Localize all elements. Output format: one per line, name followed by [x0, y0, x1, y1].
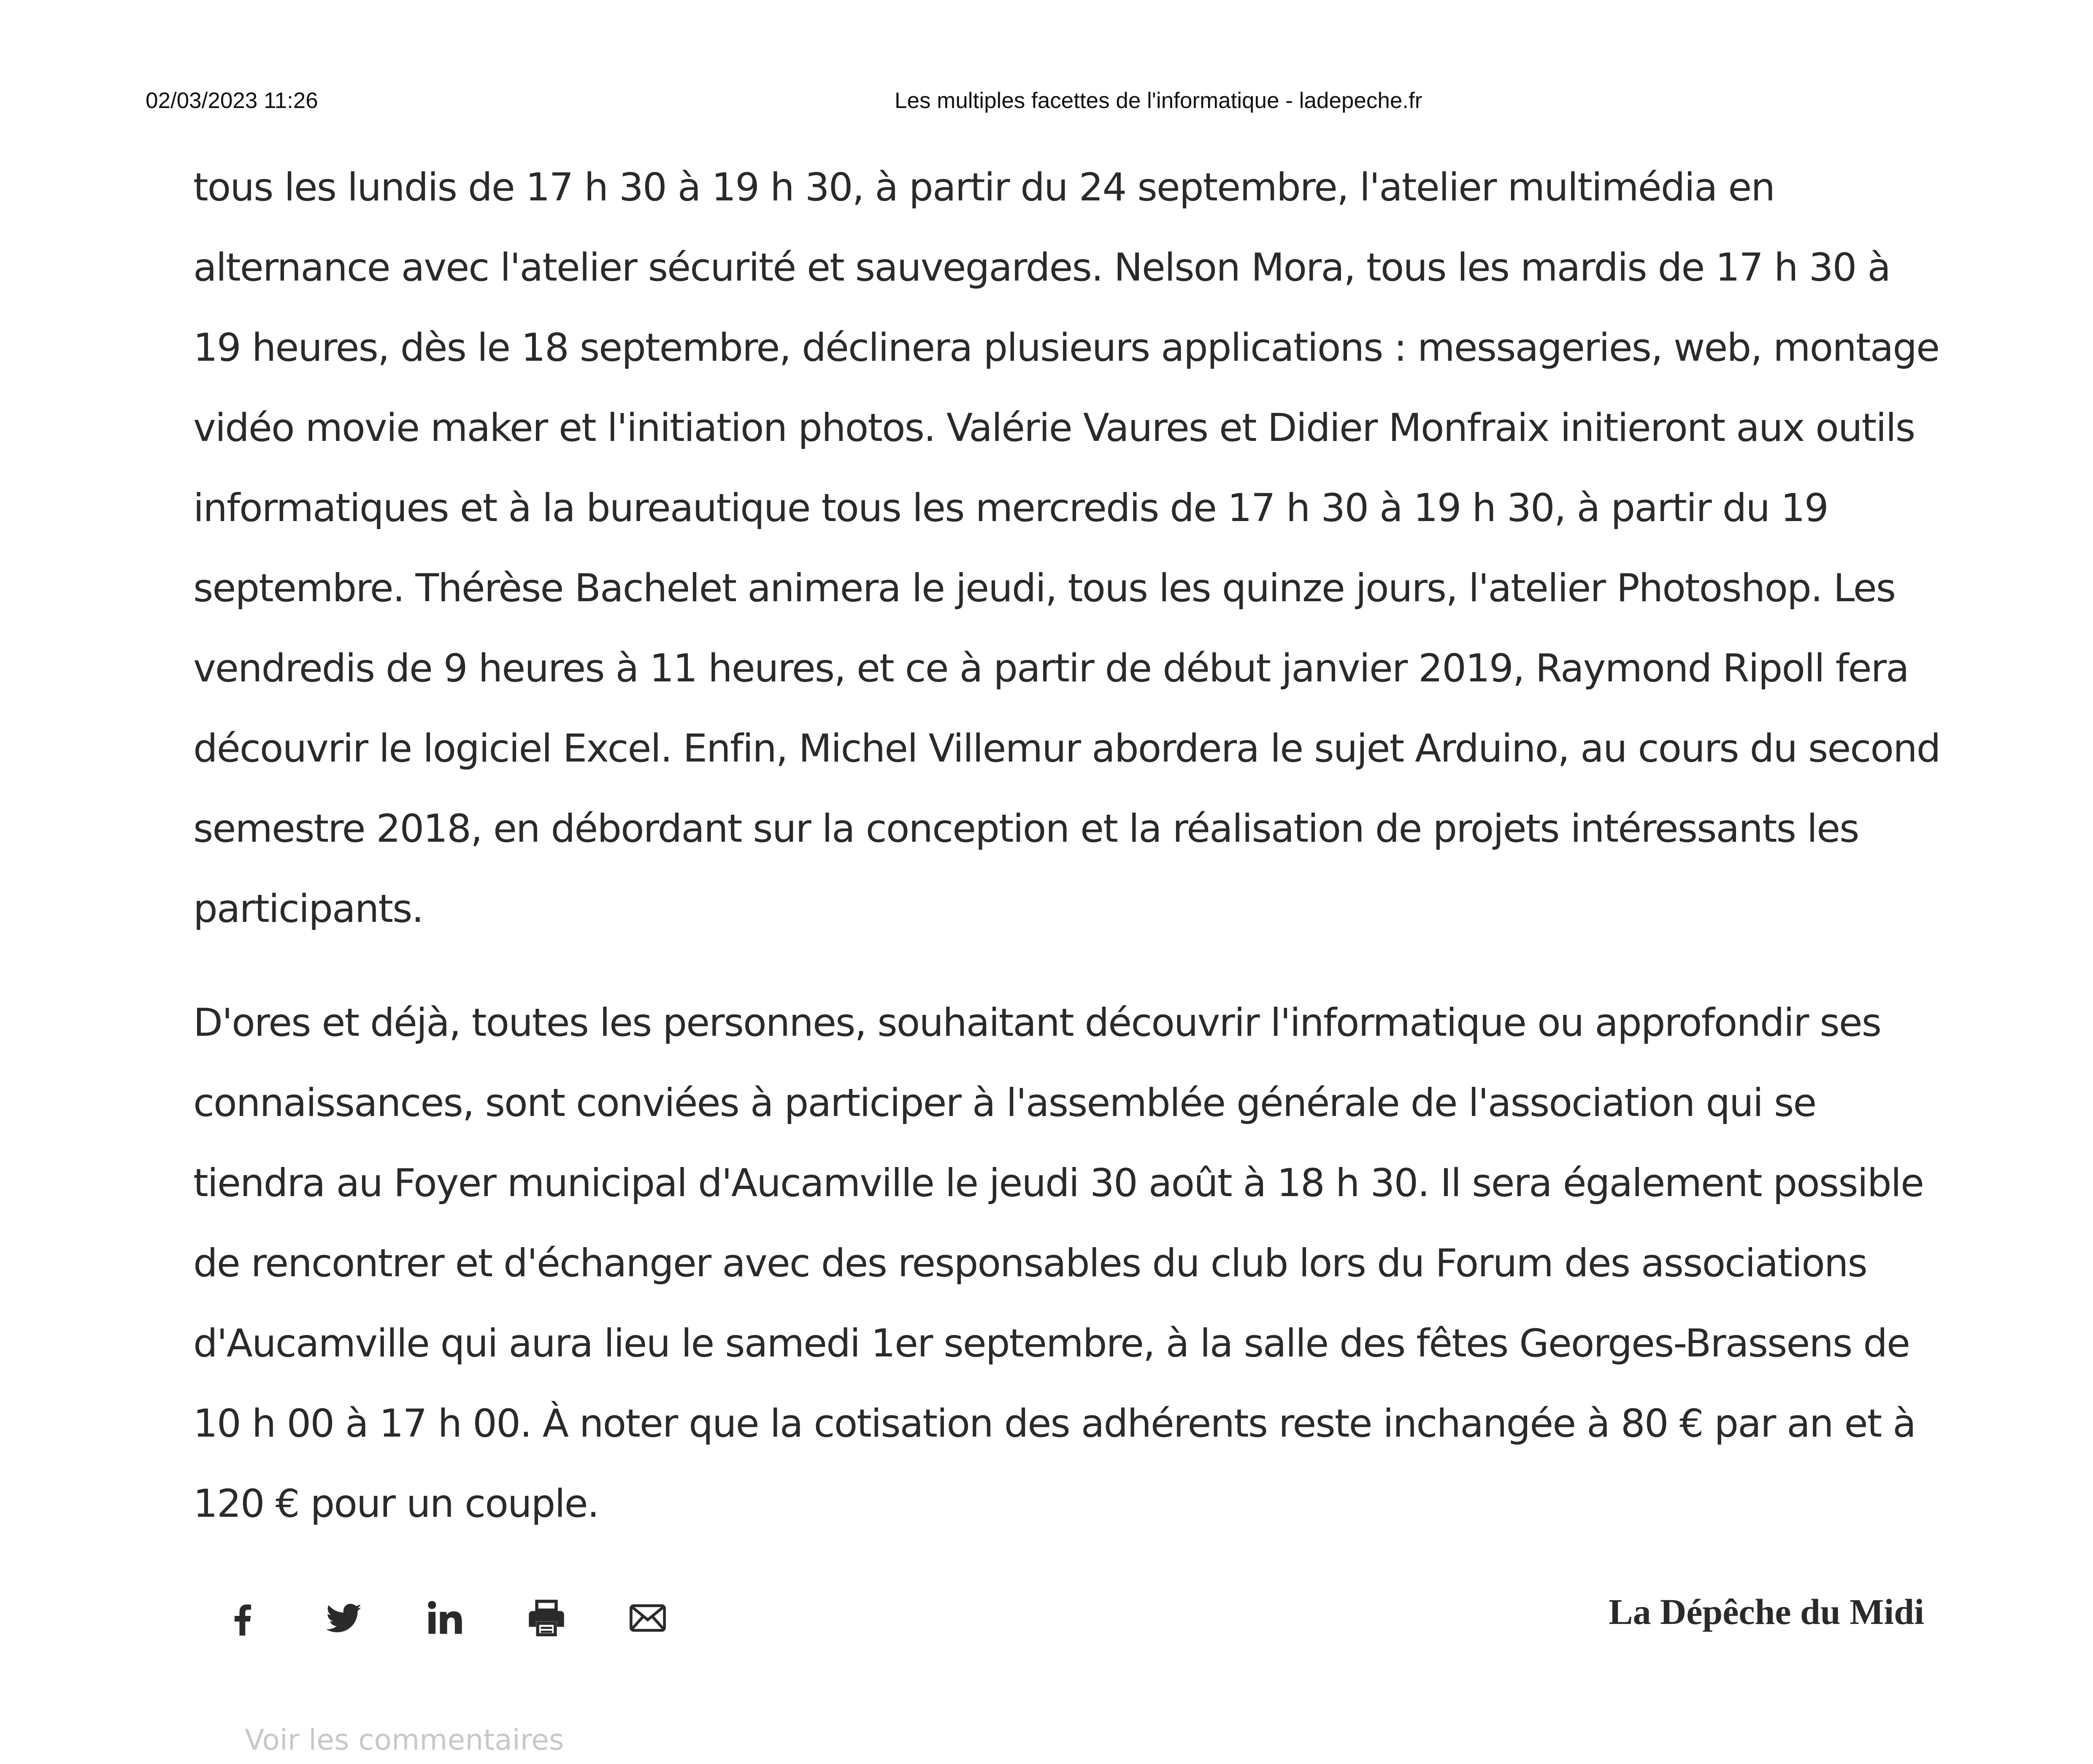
- share-linkedin-button[interactable]: [422, 1595, 468, 1641]
- email-icon: [627, 1597, 669, 1639]
- publisher-logo: La Dépêche du Midi: [1609, 1591, 1924, 1632]
- print-icon: [525, 1597, 568, 1639]
- article-paragraph: D'ores et déjà, toutes les personnes, souhaitant découvrir l'informatique ou approfondir ses connaissances, sont conviées à participer à l'assemblée générale de l'association qui se tiendra au Foyer municipal d'Aucamville le jeudi 30 août à 18 h 30. Il sera également possible de rencontrer et d'échanger avec des responsables du club lors du Forum des associations d'Aucamville qui aura lieu le samedi 1er septembre, à la salle des fêtes Georges-Brassens de 10 h 00 à 17 h 00. À noter que la cotisation des adhérents reste inchangée à 80 € par an et à 120 € pour un couple.: [193, 1001, 1923, 1526]
- view-comments-link[interactable]: Voir les commentaires: [245, 1723, 564, 1757]
- share-print-button[interactable]: [523, 1595, 570, 1641]
- share-twitter-button[interactable]: [321, 1595, 367, 1641]
- article-paragraph: tous les lundis de 17 h 30 à 19 h 30, à partir du 24 septembre, l'atelier multimédia en alternance avec l'atelier sécurité et sauvegardes. Nelson Mora, tous les mardis de 17 h 30 à 19 heures, dès le 18 septembre, déclinera plusieurs applications : messageries, web, montage vidéo movie maker et l'initiation photos. Valérie Vaures et Didier Monfraix initieront aux outils informatiques et à la bureautique tous les mercredis de 17 h 30 à 19 h 30, à partir du 19 septembre. Thérèse Bachelet animera le jeudi, tous les quinze jours, l'atelier Photoshop. Les vendredis de 9 heures à 11 heures, et ce à partir de début janvier 2019, Raymond Ripoll fera découvrir le logiciel Excel. Enfin, Michel Villemur abordera le sujet Arduino, au cours du second semestre 2018, en débordant sur la conception et la réalisation de projets intéressants les participants.: [193, 165, 1940, 931]
- share-bar: [219, 1593, 671, 1643]
- share-email-button[interactable]: [625, 1595, 671, 1641]
- twitter-icon: [323, 1597, 365, 1639]
- print-datetime: 02/03/2023 11:26: [146, 88, 318, 113]
- article-body: [193, 148, 1944, 1544]
- share-facebook-button[interactable]: [219, 1595, 266, 1641]
- linkedin-icon: [424, 1597, 466, 1639]
- facebook-icon: [222, 1597, 264, 1639]
- print-header: [146, 88, 1947, 122]
- print-page-title: Les multiples facettes de l'informatique - ladepeche.fr: [895, 88, 1422, 113]
